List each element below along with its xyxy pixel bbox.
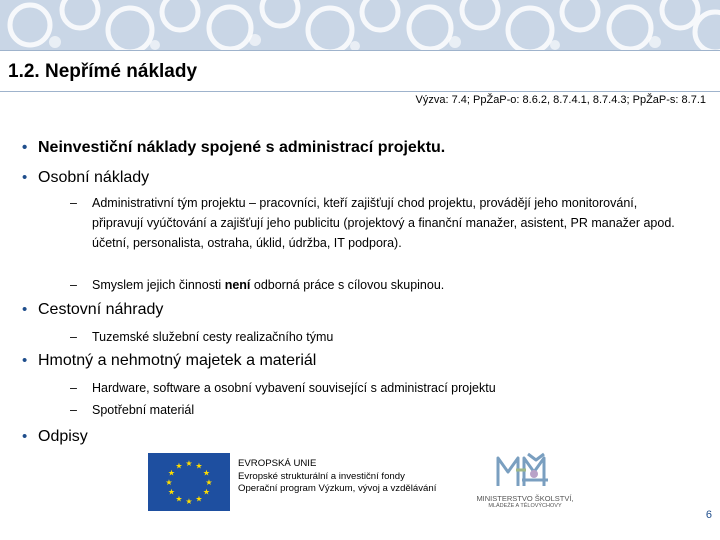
dash-icon: – xyxy=(70,278,77,292)
list-item-text: Odpisy xyxy=(38,428,88,445)
sub-list-item-text-post: odborná práce s cílovou skupinou. xyxy=(250,278,445,292)
sub-list-item xyxy=(70,400,682,420)
svg-text:★: ★ xyxy=(195,494,203,504)
list-item xyxy=(22,352,317,370)
svg-text:★: ★ xyxy=(195,461,203,471)
list-item-text: Hmotný a nehmotný majetek a materiál xyxy=(38,352,317,369)
sub-list-item-text: Hardware, software a osobní vybavení související s administrací projektu xyxy=(92,381,496,395)
sub-list-item xyxy=(70,275,682,295)
sub-list-item xyxy=(70,378,682,398)
banner-pattern xyxy=(0,0,720,50)
sub-list-item-text-pre: Smyslem jejich činnosti xyxy=(92,278,225,292)
page-subtitle: Výzva: 7.4; PpŽaP-o: 8.6.2, 8.7.4.1, 8.7.4.3; PpŽaP-s: 8.7.1 xyxy=(415,94,706,106)
sub-list-item-text: Spotřební materiál xyxy=(92,403,195,417)
eu-stars-icon xyxy=(148,453,230,511)
bullet-icon: • xyxy=(22,169,28,186)
sub-list-item xyxy=(70,327,682,347)
msmt-name-line2: MLÁDEŽE A TĚLOVÝCHOVY xyxy=(488,503,562,509)
list-item-text: Neinvestiční náklady spojené s administrací projektu. xyxy=(38,139,446,156)
svg-text:★: ★ xyxy=(202,487,211,497)
sub-list-item-text: Tuzemské služební cesty realizačního týmu xyxy=(92,330,334,344)
page-number: 6 xyxy=(705,509,712,521)
list-item-text: Osobní náklady xyxy=(38,169,150,186)
eu-logo-text xyxy=(238,458,436,496)
dash-icon: – xyxy=(70,381,77,395)
eu-funds: Evropské strukturální a investiční fondy xyxy=(238,470,405,482)
msmt-name-line1: MINISTERSTVO ŠKOLSTVÍ, xyxy=(476,494,574,503)
svg-text:★: ★ xyxy=(167,468,176,478)
svg-text:★: ★ xyxy=(167,487,176,497)
svg-text:★: ★ xyxy=(185,459,193,468)
eu-name: EVROPSKÁ UNIE xyxy=(238,458,317,469)
svg-text:★: ★ xyxy=(165,478,173,487)
list-item xyxy=(22,301,164,319)
dash-icon: – xyxy=(70,196,77,210)
bullet-icon: • xyxy=(22,301,28,318)
page-title: 1.2. Nepřímé náklady xyxy=(8,61,198,82)
bullet-icon: • xyxy=(22,139,28,156)
list-item-text: Cestovní náhrady xyxy=(38,301,164,318)
title-bar xyxy=(0,50,720,92)
svg-text:★: ★ xyxy=(175,461,183,471)
eu-program: Operační program Výzkum, vývoj a vzdělávání xyxy=(238,483,437,495)
list-item xyxy=(22,169,150,187)
sub-list-item xyxy=(70,193,682,253)
msmt-emblem-icon xyxy=(470,450,580,494)
header-banner xyxy=(0,0,720,50)
sub-list-item-text: Administrativní tým projektu – pracovníci, kteří zajišťují chod projektu, provádějí jeho monitorování, připravují vyúčtování a zajišťují jeho publicitu (projektový a finanční manažer, asistent, PR manažer apod. účetní, personalista, ostraha, úklid, údržba, IT podpora). xyxy=(92,196,675,250)
list-item xyxy=(22,428,88,446)
dash-icon: – xyxy=(70,403,77,417)
svg-text:★: ★ xyxy=(202,468,211,478)
dash-icon: – xyxy=(70,330,77,344)
sub-list-item-emphasis: není xyxy=(224,278,251,292)
bullet-icon: • xyxy=(22,428,28,445)
list-item xyxy=(22,139,446,157)
svg-text:★: ★ xyxy=(175,494,183,504)
svg-text:★: ★ xyxy=(205,478,213,487)
svg-text:★: ★ xyxy=(185,497,193,506)
eu-flag-logo xyxy=(148,453,230,511)
bullet-icon: • xyxy=(22,352,28,369)
